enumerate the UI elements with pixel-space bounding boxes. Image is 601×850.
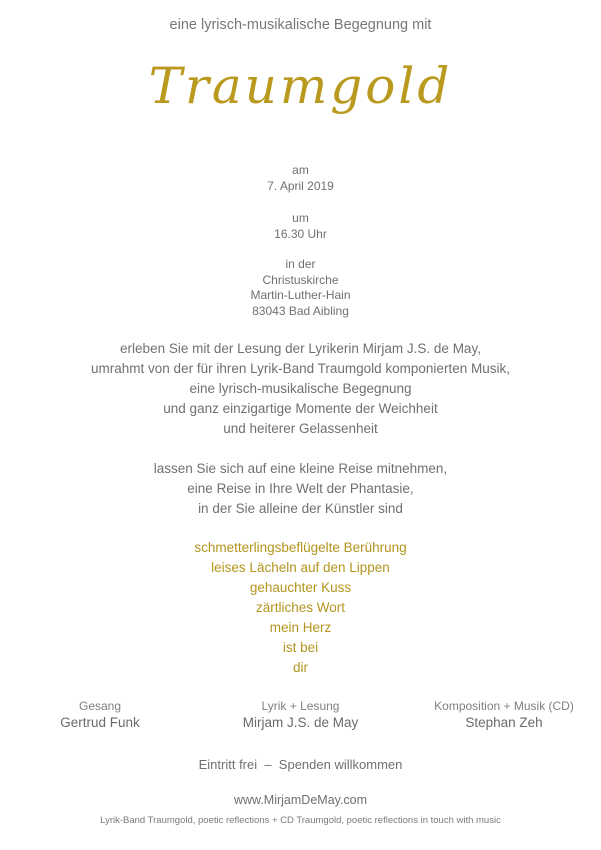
poem-line: dir	[292, 660, 308, 675]
poem-line: schmetterlingsbeflügelte Berührung	[194, 540, 407, 555]
paragraph-line: eine lyrisch-musikalische Begegnung	[189, 381, 412, 396]
paragraph-line: in der Sie alleine der Künstler sind	[198, 501, 403, 516]
poem-line: leises Lächeln auf den Lippen	[211, 560, 390, 575]
footer-note: Lyrik-Band Traumgold, poetic reflections + CD Traumgold, poetic reflections in touch with music	[100, 815, 501, 826]
invitation-paragraph	[0, 459, 601, 519]
credit-role: Komposition + Musik (CD)	[434, 699, 574, 713]
credit-vocals	[40, 698, 160, 732]
website-link[interactable]: www.MirjamDeMay.com	[233, 793, 368, 807]
poem-line: zärtliches Wort	[255, 600, 346, 615]
time-label: um	[292, 211, 309, 225]
location-street: Martin-Luther-Hain	[250, 288, 351, 302]
location-block	[0, 257, 601, 319]
description-paragraph	[0, 339, 601, 439]
location-city: 83043 Bad Aibling	[252, 303, 349, 318]
poem	[0, 538, 601, 678]
poem-line: gehauchter Kuss	[249, 580, 352, 595]
credit-role: Lyrik + Lesung	[261, 699, 340, 713]
paragraph-line: eine Reise in Ihre Welt der Phantasie,	[187, 481, 414, 496]
intro-line: eine lyrisch-musikalische Begegnung mit	[169, 17, 432, 33]
location-venue: Christuskirche	[262, 272, 339, 287]
brand-title: Traumgold	[148, 57, 453, 115]
credit-name: Gertrud Funk	[60, 715, 140, 730]
credit-music	[418, 698, 590, 732]
poem-line: ist bei	[282, 640, 319, 655]
paragraph-line: lassen Sie sich auf eine kleine Reise mitnehmen,	[153, 461, 448, 476]
paragraph-line: und heiterer Gelassenheit	[223, 421, 378, 436]
time-value: 16.30 Uhr	[274, 226, 327, 241]
credit-lyrics	[220, 698, 381, 732]
credit-role: Gesang	[78, 699, 122, 713]
paragraph-line: umrahmt von der für ihren Lyrik-Band Traumgold komponierten Musik,	[91, 361, 510, 376]
paragraph-line: erleben Sie mit der Lesung der Lyrikerin Mirjam J.S. de May,	[120, 341, 481, 356]
date-value: 7. April 2019	[267, 178, 334, 193]
poem-line: mein Herz	[269, 620, 332, 635]
admission-note: Eintritt frei – Spenden willkommen	[198, 757, 403, 772]
credit-name: Stephan Zeh	[465, 715, 543, 730]
date-label: am	[292, 163, 309, 177]
credit-name: Mirjam J.S. de May	[242, 715, 359, 730]
paragraph-line: und ganz einzigartige Momente der Weichheit	[163, 401, 438, 416]
location-label: in der	[285, 257, 316, 271]
time-block	[0, 211, 601, 242]
date-block	[0, 163, 601, 194]
